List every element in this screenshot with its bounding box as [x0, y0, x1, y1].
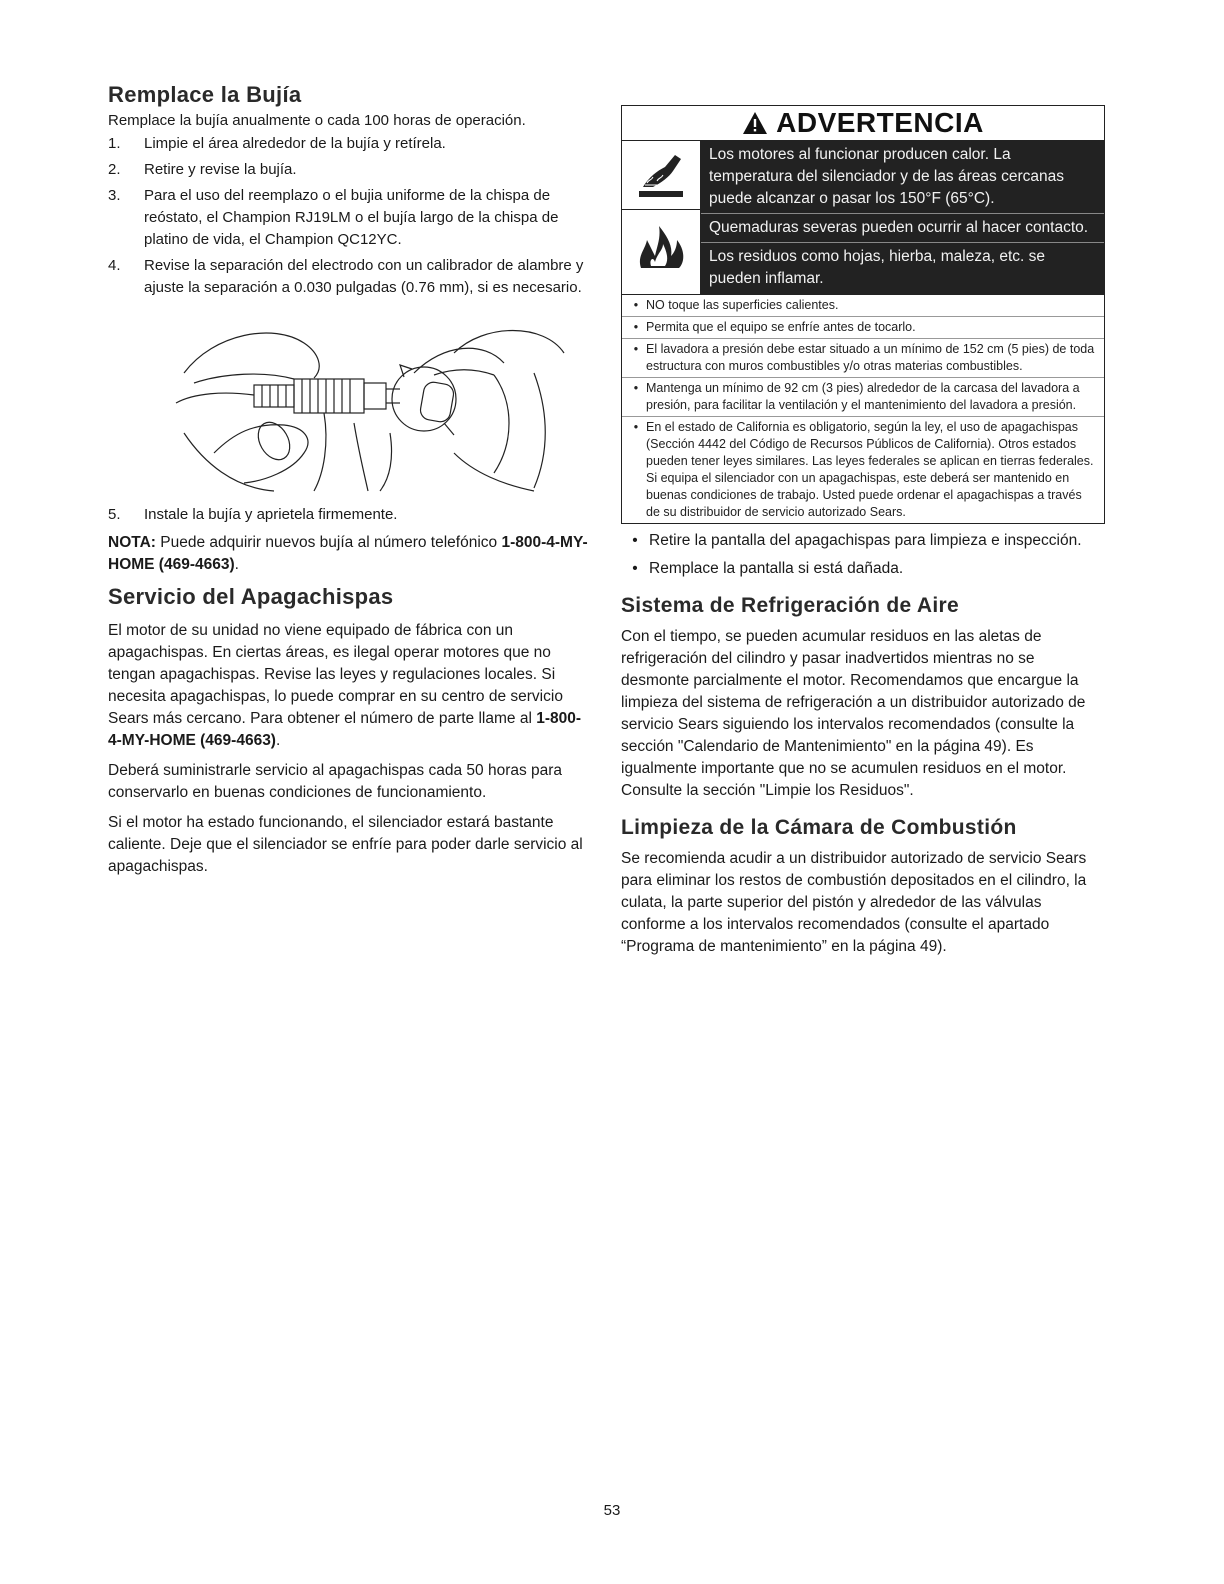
step-number: 2. [108, 161, 121, 179]
instruction-text: El lavadora a presión debe estar situado a un mínimo de 152 cm (5 pies) de toda estructura con muros combustibles y/o otras materias combustibles. [646, 342, 1095, 373]
spark-plug-steps [108, 133, 594, 299]
hot-surface-icon [631, 147, 691, 203]
list-item [622, 378, 1104, 417]
hot-surface-cell [622, 141, 700, 209]
step-number: 1. [108, 135, 121, 153]
arrester-paragraph: Si el motor ha estado funcionando, el silenciador estará bastante caliente. Deje que el silenciador se enfríe para poder darle servicio al apagachispas. [108, 813, 583, 875]
instruction-text: Mantenga un mínimo de 92 cm (3 pies) alrededor de la carcasa del lavadora a presión, para facilitar la ventilación y el mantenimiento del lavadora a presión. [646, 381, 1080, 412]
bullet: • [633, 420, 639, 434]
fire-icon [631, 216, 691, 272]
arrester-paragraph [108, 620, 594, 752]
note-end: . [234, 556, 239, 574]
step-number: 4. [108, 257, 121, 275]
step-text: Revise la separación del electrodo con un calibrador de alambre y ajuste la separación a 0.030 pulgadas (0.76 mm), si es necesario. [144, 257, 584, 297]
instruction-text: En el estado de California es obligatorio, según la ley, el uso de apagachispas (Sección 4442 del Código de Recursos Públicos de California). Otros estados pueden tener leyes similares. Las leyes federales se aplican en tierras federales. Si equipa el silenciador con un apagachispas, este deberá ser mantenido en buenas condiciones de trabajo. Usted puede ordenar el apagachispas a través de su distribuidor de servicio autorizado Sears. [646, 420, 1094, 519]
air-cooling-paragraph: Con el tiempo, se pueden acumular residuos en las aletas de refrigeración del cilindro y pasar inadvertidos mientras no se desmonte parcialmente el motor. Recomendamos que encargue la limpieza del sistema de refrigeración a un distribuidor autorizado de servicio Sears siguiendo los intervalos recomendados (consulte la sección "Calendario de Mantenimiento" en la página 49). Es igualmente importante que no se acumulen residuos en el motor. Consulte la sección "Limpie los Residuos". [621, 628, 1086, 800]
arrester-heading: Servicio del Apagachispas [108, 584, 394, 610]
step-number: 5. [108, 506, 121, 524]
list-item [621, 558, 1104, 580]
list-item [622, 317, 1104, 339]
list-item [108, 133, 594, 155]
list-item [108, 504, 594, 526]
spark-plug-intro: Remplace la bujía anualmente o cada 100 horas de operación. [108, 112, 526, 130]
arrester-phone: 1-800-4-MY-HOME (469-4663) [108, 709, 582, 749]
arrester-p1-end: . [275, 731, 281, 749]
note-text: Puede adquirir nuevos bujía al número telefónico [155, 534, 502, 552]
bullet: • [632, 532, 638, 549]
page-number: 53 [603, 1502, 621, 1519]
warning-box [621, 105, 1105, 524]
instruction-text: NO toque las superficies calientes. [646, 298, 839, 312]
step-text: Retire y revise la bujía. [144, 161, 297, 179]
warning-icons [622, 141, 701, 294]
step-number: 3. [108, 187, 121, 205]
combustion-heading: Limpieza de la Cámara de Combustión [621, 816, 1017, 840]
list-item [108, 159, 594, 181]
right-column [621, 78, 1104, 958]
arrester-paragraph: Deberá suministrarle servicio al apagachispas cada 50 horas para conservarlo en buenas condiciones de funcionamiento. [108, 761, 563, 801]
note-label: NOTA: [108, 534, 156, 552]
list-item [622, 417, 1104, 523]
hazard-burn-text: Quemaduras severas pueden ocurrir al hacer contacto. [701, 214, 1104, 243]
step-text: Para el uso del reemplazo o el bujia uniforme de la chispa de reóstato, el Champion RJ19LM o el bujía largo de la chispa de platino de vida, el Champion QC12YC. [144, 187, 559, 249]
list-item [108, 255, 594, 299]
instruction-text: Permita que el equipo se enfríe antes de tocarlo. [646, 320, 916, 334]
spark-plug-steps-continued [108, 504, 594, 526]
list-item [622, 295, 1104, 317]
hazard-heat-text: Los motores al funcionar producen calor. La temperatura del silenciador y de las áreas cercanas puede alcanzar o pasar los 150°F (65°C). [701, 141, 1104, 214]
hazard-fire-text: Los residuos como hojas, hierba, maleza, etc. se pueden inflamar. [709, 248, 1046, 287]
step-text: Instale la bujía y aprietela firmemente. [144, 506, 398, 524]
bullet: • [633, 342, 639, 356]
note-phone: 1-800-4-MY-HOME (469-4663) [108, 534, 588, 574]
spark-plug-note [108, 532, 594, 576]
warning-triangle-icon [742, 111, 768, 135]
fire-cell [622, 209, 700, 278]
list-item [621, 530, 1104, 552]
bullet-text: Remplace la pantalla si está dañada. [649, 560, 904, 577]
warning-instructions [622, 295, 1104, 523]
spark-plug-gap-illustration [154, 313, 574, 493]
spark-plug-heading: Remplace la Bujía [108, 82, 302, 107]
arrester-p1-text: El motor de su unidad no viene equipado de fábrica con un apagachispas. En ciertas áreas, es ilegal operar motores que no tengan apagachispas. Revise las leyes y regulaciones locales. Si necesita apagachispas, lo puede comprar en su centro de servicio Sears más cercano. Para obtener el número de parte llame al [108, 621, 563, 727]
warning-hazard-panel [622, 141, 1104, 295]
left-column [108, 78, 594, 878]
air-cooling-heading: Sistema de Refrigeración de Aire [621, 594, 959, 617]
list-item [108, 185, 594, 251]
bullet-text: Retire la pantalla del apagachispas para limpieza e inspección. [649, 532, 1082, 549]
step-text: Limpie el área alrededor de la bujía y retírela. [144, 135, 446, 153]
warning-title: ADVERTENCIA [776, 107, 984, 138]
warning-hazard-text [701, 141, 1104, 294]
bullet: • [633, 320, 639, 334]
combustion-paragraph: Se recomienda acudir a un distribuidor autorizado de servicio Sears para eliminar los restos de combustión depositados en el cilindro, la culata, la parte superior del pistón y alrededor de las válvulas conforme a los intervalos recomendados (consulte el apartado “Programa de mantenimiento” en la página 49). [621, 850, 1087, 956]
screen-maintenance-list [621, 530, 1104, 580]
list-item [622, 339, 1104, 378]
bullet: • [633, 381, 639, 395]
warning-header [622, 106, 1104, 141]
bullet: • [633, 298, 639, 312]
bullet: • [632, 560, 638, 577]
